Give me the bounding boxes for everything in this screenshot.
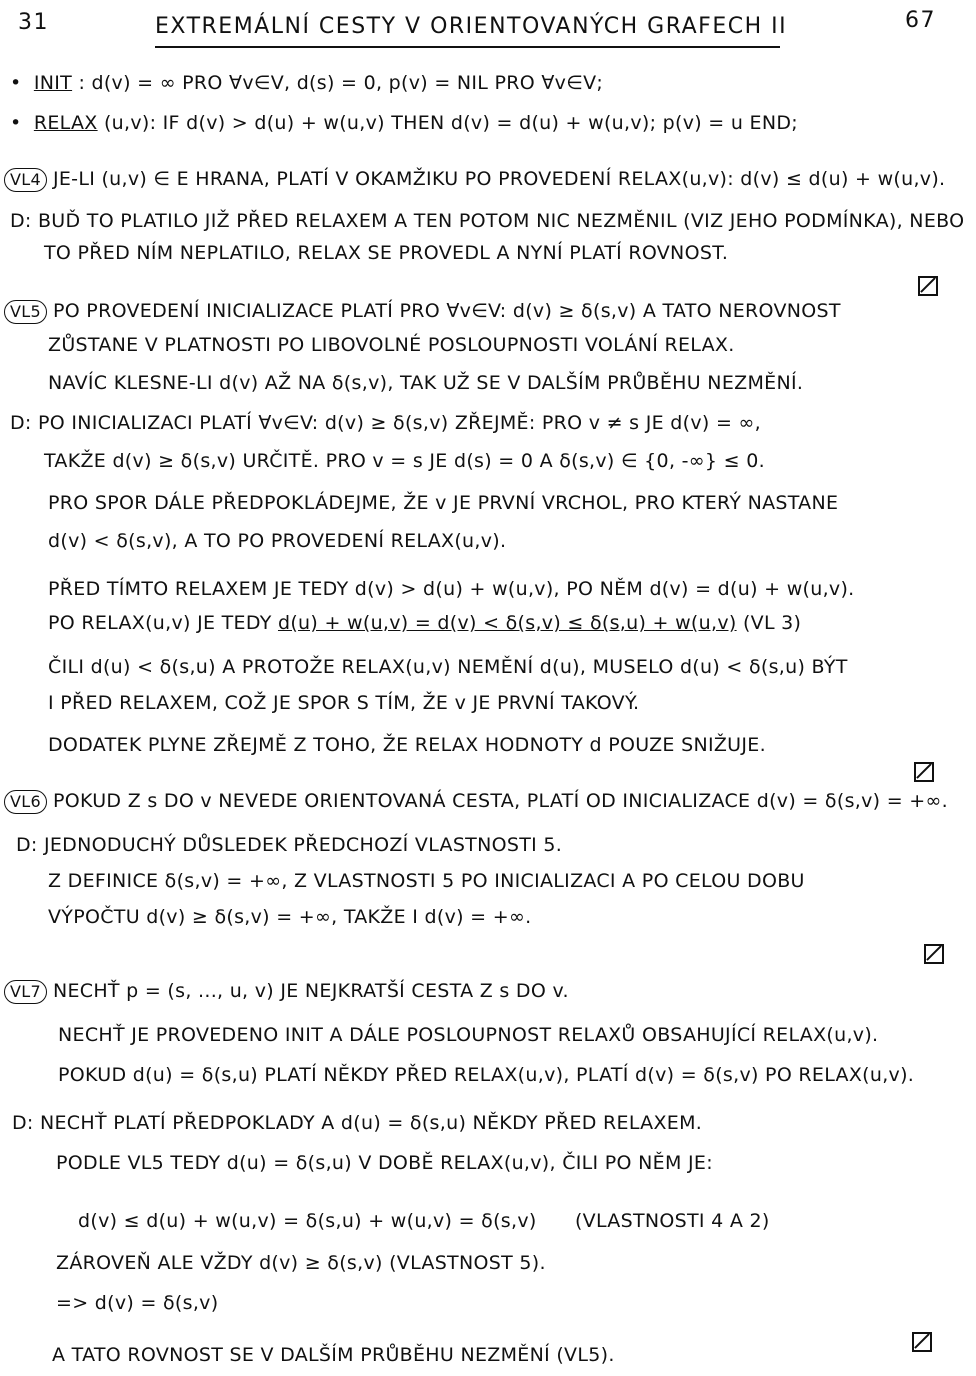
vl6-label: VL6 xyxy=(4,790,47,814)
init-text: : d(v) = ∞ PRO ∀v∈V, d(s) = 0, p(v) = NIL PRO ∀v∈V; xyxy=(78,72,604,94)
vl4-proof-line-1: D: BUĎ TO PLATILO JIŽ PŘED RELAXEM A TEN POTOM NIC NEZMĚNIL (VIZ JEHO PODMÍNKA), NEBO xyxy=(10,210,965,232)
vl7-statement-line-1: VL7 NECHŤ p = (s, ..., u, v) JE NEJKRATŠÍ CESTA Z s DO v. xyxy=(4,980,569,1004)
qed-mark-vl4 xyxy=(918,276,938,296)
vl7-proof-line-4: ZÁROVEŇ ALE VŽDY d(v) ≥ δ(s,v) (VLASTNOST 5). xyxy=(56,1252,546,1274)
vl5-proof-line-4: d(v) < δ(s,v), A TO PO PROVEDENÍ RELAX(u,v). xyxy=(48,530,507,552)
qed-mark-vl6 xyxy=(924,944,944,964)
vl7-statement-line-2: NECHŤ JE PROVEDENO INIT A DÁLE POSLOUPNOST RELAXŮ OBSAHUJÍCÍ RELAX(u,v). xyxy=(58,1024,879,1046)
vl5-proof-line-9: DODATEK PLYNE ZŘEJMĚ Z TOHO, ŽE RELAX HODNOTY d POUZE SNIŽUJE. xyxy=(48,734,766,756)
vl5-proof-line-1: D: PO INICIALIZACI PLATÍ ∀v∈V: d(v) ≥ δ(s,v) ZŘEJMĚ: PRO v ≠ s JE d(v) = ∞, xyxy=(10,412,761,434)
vl7-label: VL7 xyxy=(4,980,47,1004)
vl6-proof-line-1: D: JEDNODUCHÝ DŮSLEDEK PŘEDCHOZÍ VLASTNOSTI 5. xyxy=(16,834,563,856)
vl4-statement: VL4 JE-LI (u,v) ∈ E HRANA, PLATÍ V OKAMŽIKU PO PROVEDENÍ RELAX(u,v): d(v) ≤ d(u) + w(u,v). xyxy=(4,168,945,192)
vl6-statement: VL6 POKUD Z s DO v NEVEDE ORIENTOVANÁ CESTA, PLATÍ OD INICIALIZACE d(v) = δ(s,v) = +∞. xyxy=(4,790,948,814)
vl5-label: VL5 xyxy=(4,300,47,324)
relax-label: RELAX xyxy=(33,112,98,134)
relax-definition xyxy=(10,112,798,134)
vl7-statement-line-3: POKUD d(u) = δ(s,u) PLATÍ NĚKDY PŘED RELAX(u,v), PLATÍ d(v) = δ(s,v) PO RELAX(u,v). xyxy=(58,1064,915,1086)
vl5-proof-line-8: I PŘED RELAXEM, COŽ JE SPOR S TÍM, ŽE v JE PRVNÍ TAKOVÝ. xyxy=(48,692,640,714)
vl6-proof-line-2: Z DEFINICE δ(s,v) = +∞, Z VLASTNOSTI 5 PO INICIALIZACI A PO CELOU DOBU xyxy=(48,870,805,892)
title-underline xyxy=(155,46,780,48)
vl5-proof-line-6: PO RELAX(u,v) JE TEDY d(u) + w(u,v) = d(v) < δ(s,v) ≤ δ(s,u) + w(u,v) (VL 3) xyxy=(48,612,802,634)
vl5-proof-line-7: ČILI d(u) < δ(s,u) A PROTOŽE RELAX(u,v) NEMĚNÍ d(u), MUSELO d(u) < δ(s,u) BÝT xyxy=(48,656,848,678)
init-definition xyxy=(10,72,603,94)
vl5-proof-line-2: TAKŽE d(v) ≥ δ(s,v) URČITĚ. PRO v = s JE d(s) = 0 A δ(s,v) ∈ {0, -∞} ≤ 0. xyxy=(44,450,765,472)
vl7-proof-line-6: A TATO ROVNOST SE V DALŠÍM PRŮBĚHU NEZMĚNÍ (VL5). xyxy=(52,1344,615,1366)
vl7-proof-line-1: D: NECHŤ PLATÍ PŘEDPOKLADY A d(u) = δ(s,u) NĚKDY PŘED RELAXEM. xyxy=(12,1112,703,1134)
init-label: INIT xyxy=(33,72,73,94)
vl5-statement-line-3: NAVÍC KLESNE-LI d(v) AŽ NA δ(s,v), TAK UŽ SE V DALŠÍM PRŮBĚHU NEZMĚNÍ. xyxy=(48,372,804,394)
vl7-proof-line-2: PODLE VL5 TEDY d(u) = δ(s,u) V DOBĚ RELAX(u,v), ČILI PO NĚM JE: xyxy=(56,1152,713,1174)
vl5-statement-line-1: VL5 PO PROVEDENÍ INICIALIZACE PLATÍ PRO ∀v∈V: d(v) ≥ δ(s,v) A TATO NEROVNOST xyxy=(4,300,841,324)
qed-mark-vl5 xyxy=(914,762,934,782)
vl5-proof-line-3: PRO SPOR DÁLE PŘEDPOKLÁDEJME, ŽE v JE PRVNÍ VRCHOL, PRO KTERÝ NASTANE xyxy=(48,492,839,514)
vl4-proof-line-2: TO PŘED NÍM NEPLATILO, RELAX SE PROVEDL A NYNÍ PLATÍ ROVNOST. xyxy=(44,242,729,264)
page-title: EXTREMÁLNÍ CESTY V ORIENTOVANÝCH GRAFECH II xyxy=(155,14,788,39)
page-right-number: 67 xyxy=(905,8,936,33)
vl7-proof-line-3: d(v) ≤ d(u) + w(u,v) = δ(s,u) + w(u,v) = δ(s,v) (VLASTNOSTI 4 A 2) xyxy=(78,1210,770,1232)
vl6-proof-line-3: VÝPOČTU d(v) ≥ δ(s,v) = +∞, TAKŽE I d(v) = +∞. xyxy=(48,906,532,928)
vl5-proof-line-5: PŘED TÍMTO RELAXEM JE TEDY d(v) > d(u) + w(u,v), PO NĚM d(v) = d(u) + w(u,v). xyxy=(48,578,855,600)
page-left-number: 31 xyxy=(18,10,49,35)
vl5-statement-line-2: ZŮSTANE V PLATNOSTI PO LIBOVOLNÉ POSLOUPNOSTI VOLÁNÍ RELAX. xyxy=(48,334,735,356)
relax-text: (u,v): IF d(v) > d(u) + w(u,v) THEN d(v) = d(u) + w(u,v); p(v) = u END; xyxy=(103,112,798,134)
qed-mark-vl7 xyxy=(912,1332,932,1352)
vl5-inequality: d(u) + w(u,v) = d(v) < δ(s,v) ≤ δ(s,u) + w(u,v) xyxy=(277,612,737,634)
vl7-proof-line-5: => d(v) = δ(s,v) xyxy=(56,1292,219,1314)
vl4-label: VL4 xyxy=(4,168,47,192)
